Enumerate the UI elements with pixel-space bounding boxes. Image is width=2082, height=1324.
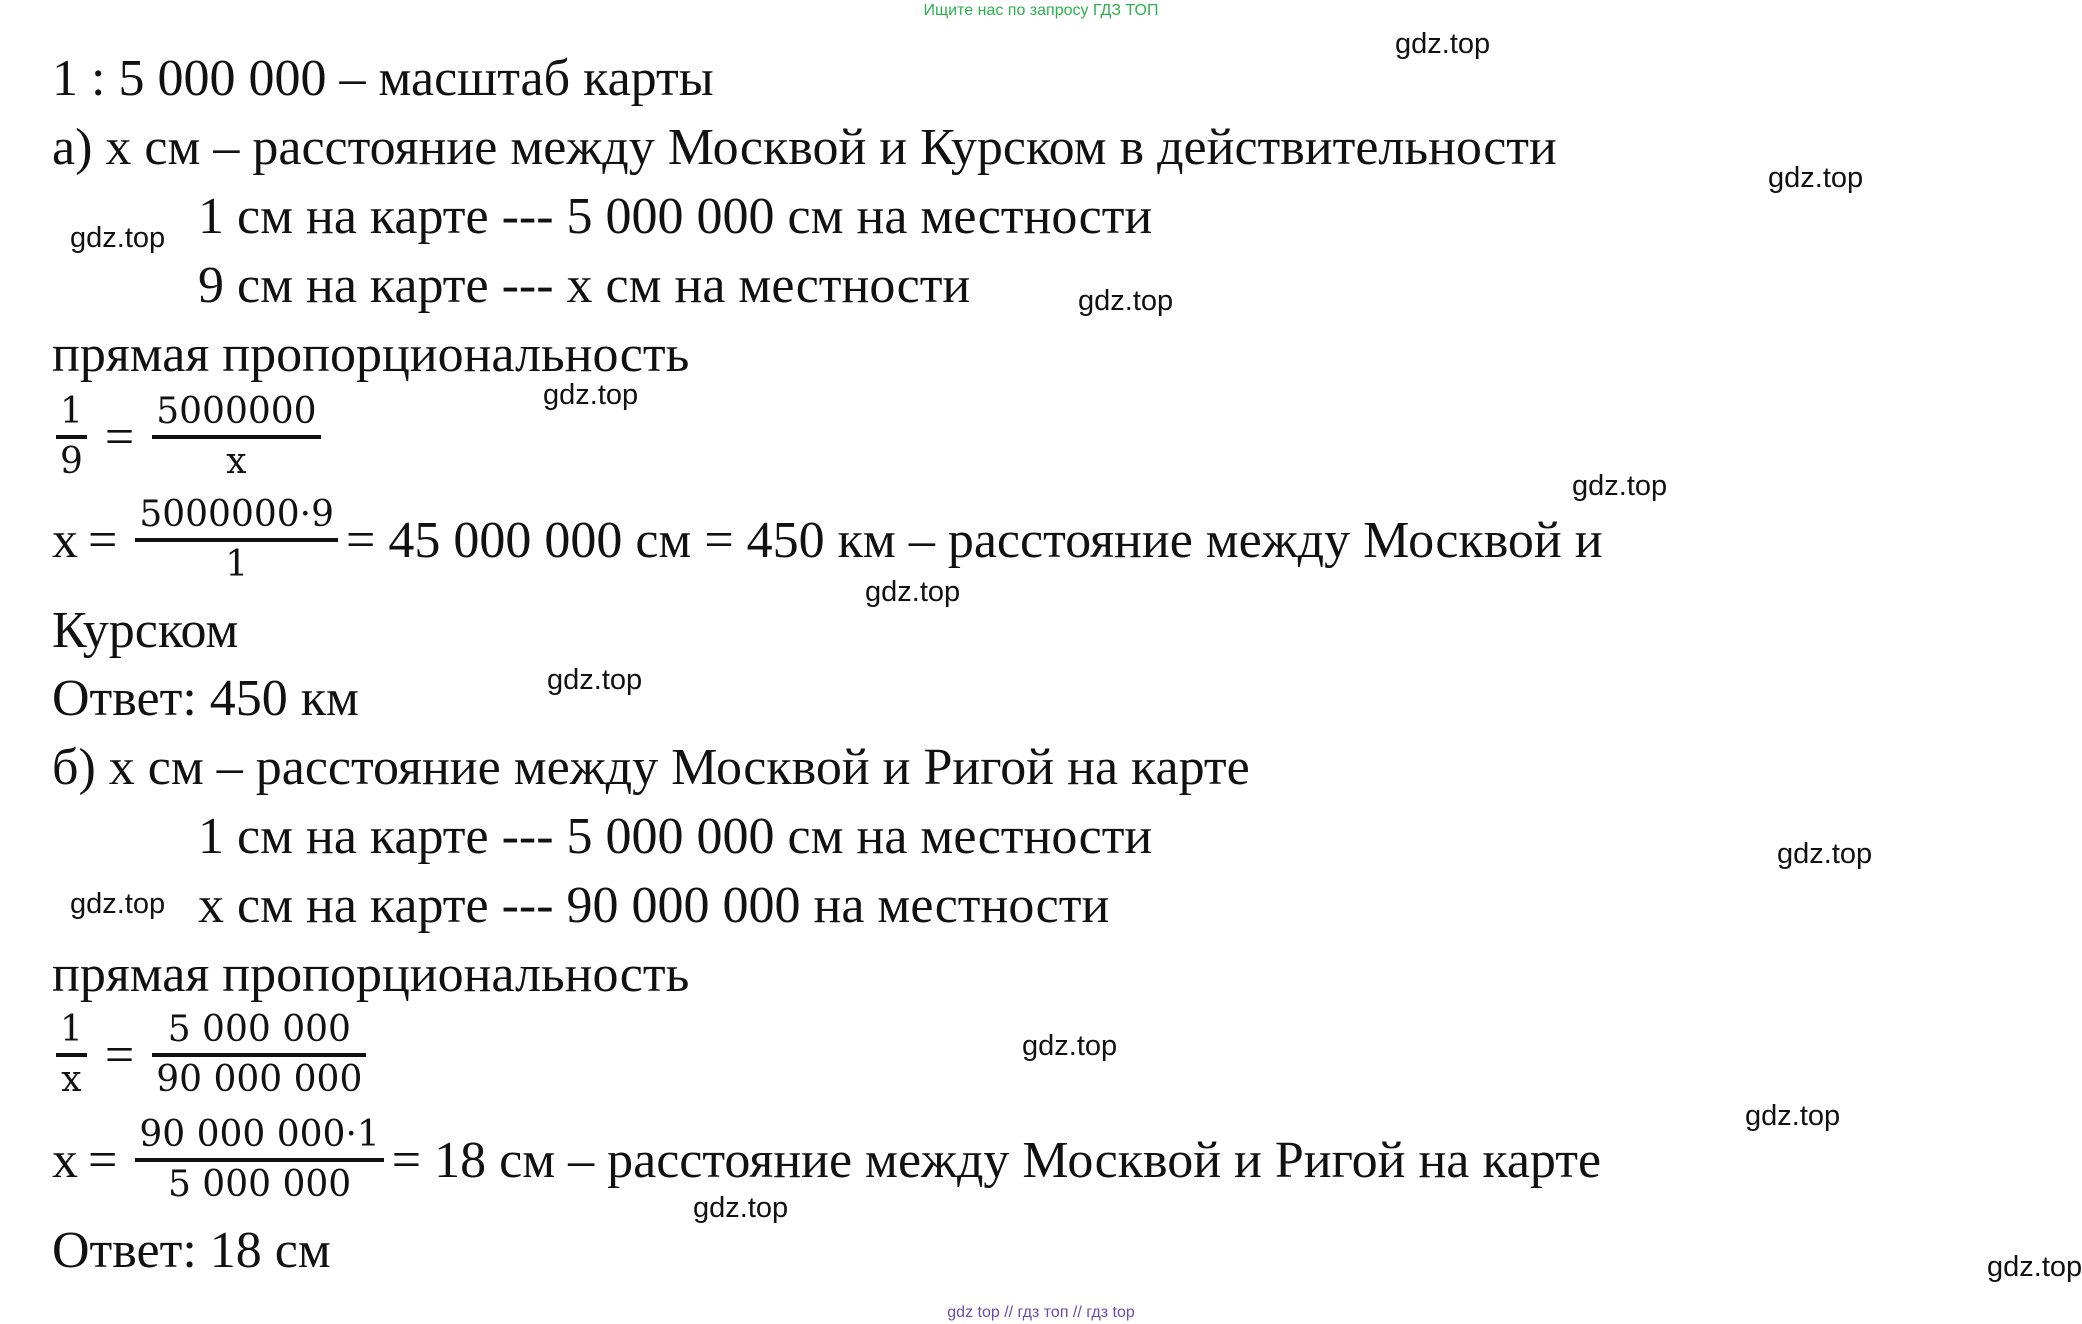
part-a-equation-ratio: [48, 392, 329, 482]
watermark: gdz.top: [1395, 28, 1491, 60]
part-a-proportion-row-1: 1 см на карте --- 5 000 000 см на местности: [198, 188, 1153, 245]
fraction-distance-over-x: [152, 392, 320, 482]
watermark: gdz.top: [1572, 470, 1668, 502]
watermark: gdz.top: [70, 222, 166, 254]
scale-line: 1 : 5 000 000 – масштаб карты: [52, 50, 714, 107]
numerator: 5 000 000: [167, 1009, 351, 1050]
part-a-answer: Ответ: 450 км: [52, 670, 359, 727]
fraction-bar: [135, 538, 338, 542]
denominator: x: [226, 441, 247, 482]
watermark: gdz.top: [1777, 838, 1873, 870]
fraction-bar: [152, 435, 320, 439]
numerator: 1: [60, 391, 83, 432]
fraction-bar: [152, 1053, 366, 1057]
variable-x: x: [52, 511, 78, 569]
fraction-solution-b: [135, 1115, 383, 1205]
result-text-b: = 18 см – расстояние между Москвой и Ригой на карте: [391, 1131, 1602, 1189]
watermark: gdz.top: [543, 379, 639, 411]
watermark: gdz.top: [1745, 1100, 1841, 1132]
part-a-equation-solution: [52, 495, 1603, 585]
fraction-one-ninth: [56, 392, 87, 482]
numerator: 1: [60, 1009, 83, 1050]
part-a-continuation: Курском: [52, 602, 239, 659]
variable-x: x: [52, 1131, 78, 1189]
watermark: gdz.top: [1022, 1030, 1118, 1062]
fraction-bar: [56, 435, 87, 439]
denominator: x: [61, 1059, 82, 1100]
fraction-scale-over-distance: [152, 1010, 366, 1100]
equals-sign: =: [104, 408, 135, 466]
denominator: 9: [60, 441, 83, 482]
equals-sign: =: [104, 1026, 135, 1084]
numerator: 90 000 000·1: [139, 1114, 380, 1155]
part-b-proportion-row-2: x см на карте --- 90 000 000 на местности: [198, 877, 1110, 934]
part-b-proportionality: прямая пропорциональность: [52, 946, 690, 1003]
part-b-proportion-row-1: 1 см на карте --- 5 000 000 см на местности: [198, 808, 1153, 865]
part-b-answer: Ответ: 18 см: [52, 1222, 331, 1279]
watermark: gdz.top: [693, 1192, 789, 1224]
part-a-intro: а) x см – расстояние между Москвой и Курском в действительности: [52, 119, 1557, 176]
result-text-a: = 45 000 000 см = 450 км – расстояние между Москвой и: [346, 511, 1603, 569]
denominator: 5 000 000: [167, 1164, 352, 1205]
part-a-proportionality: прямая пропорциональность: [52, 326, 690, 383]
watermark: gdz.top: [1987, 1251, 2082, 1283]
denominator: 90 000 000: [156, 1059, 363, 1100]
fraction-bar: [56, 1053, 87, 1057]
watermark: gdz.top: [547, 664, 643, 696]
denominator: 1: [225, 544, 249, 585]
part-a-proportion-row-2: 9 см на карте --- x см на местности: [198, 257, 971, 314]
equals-sign: =: [88, 1131, 118, 1189]
watermark: gdz.top: [70, 888, 166, 920]
search-banner: Ищите нас по запросу ГДЗ ТОП: [923, 2, 1159, 19]
fraction-bar: [135, 1158, 383, 1162]
fraction-one-over-x: [56, 1010, 87, 1100]
watermark: gdz.top: [865, 576, 961, 608]
footer-links: gdz top // гдз топ // гдз top: [947, 1304, 1135, 1321]
part-b-intro: б) x см – расстояние между Москвой и Ригой на карте: [52, 739, 1250, 796]
watermark: gdz.top: [1768, 162, 1864, 194]
part-b-equation-solution: [52, 1115, 1601, 1205]
equals-sign: =: [88, 511, 118, 569]
watermark: gdz.top: [1078, 285, 1174, 317]
part-b-equation-ratio: [48, 1010, 374, 1100]
numerator: 5000000·9: [139, 494, 335, 535]
numerator: 5000000: [156, 391, 317, 432]
fraction-solution-a: [135, 495, 338, 585]
